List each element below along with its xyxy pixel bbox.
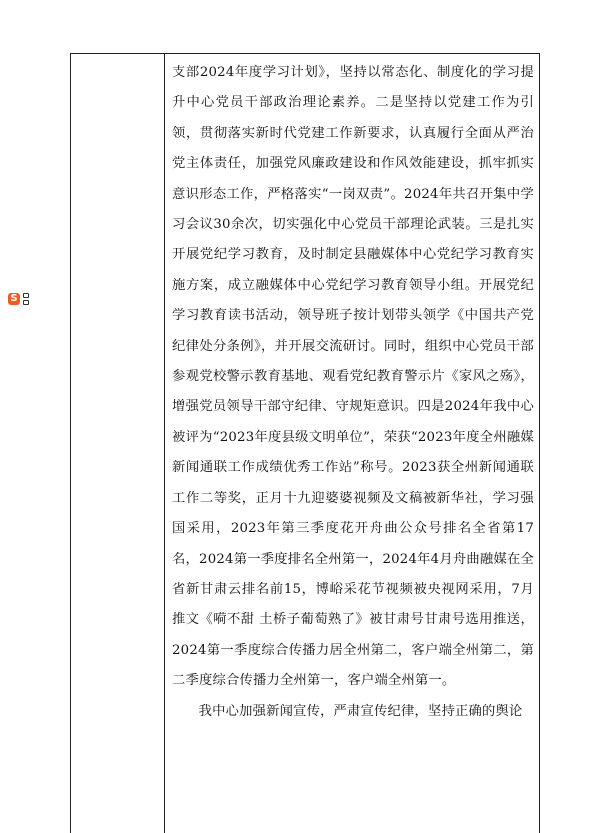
body-paragraph-1: 支部2024年度学习计划》，坚持以常态化、制度化的学习提升中心党员干部政治理论素养。二是坚持以党建工作为引领，贯彻落实新时代党建工作新要求，认真履行全面从严治党主体责任，加强党风廉政建设和作风效能建设，抓牢抓实意识形态工作，严格落实“一岗双责”。2024年共召开集中学习会议30余次，切实强化中心党员干部理论武装。三是扎实开展党纪学习教育，及时制定县融媒体中心党纪学习教育实施方案，成立融媒体中心党纪学习教育领导小组。开展党纪学习教育读书活动，领导班子按计划带头领学《中国共产党纪律处分条例》，并开展交流研讨。同时，组织中心党员干部参观党校警示教育基地、观看党纪教育警示片《家风之殇》，增强党员领导干部守纪律、守规矩意识。四是2024年我中心被评为“2023年度县级文明单位”，荣获“2023年度全州融媒新闻通联工作成绩优秀工作站”称号。2023获全州新闻通联工作二等奖，正月十九迎婆婆视频及文稿被新华社，学习强国采用，2023年第三季度花开舟曲公众号排名全省第17名，2024第一季度排名全州第一，2024年4月舟曲融媒在全省新甘肃云排名前15，博峪采花节视频被央视网采用，7月推文《嗬不甜 土桥子葡萄熟了》被甘肃号甘肃号选用推送，2024第一季度综合传播力居全州第二，客户端全州第二，第二季度综合传播力全州第一，客户端全州第一。 <box>172 65 534 689</box>
sogou-s-logo-icon: S <box>8 293 20 305</box>
table-column-divider <box>164 53 165 833</box>
body-paragraph-2: 我中心加强新闻宣传，严肃宣传纪律，坚持正确的舆论 <box>198 703 523 719</box>
side-logo[interactable] <box>8 291 30 307</box>
table-content-cell <box>172 58 534 727</box>
logo-dots-icon <box>23 293 29 305</box>
